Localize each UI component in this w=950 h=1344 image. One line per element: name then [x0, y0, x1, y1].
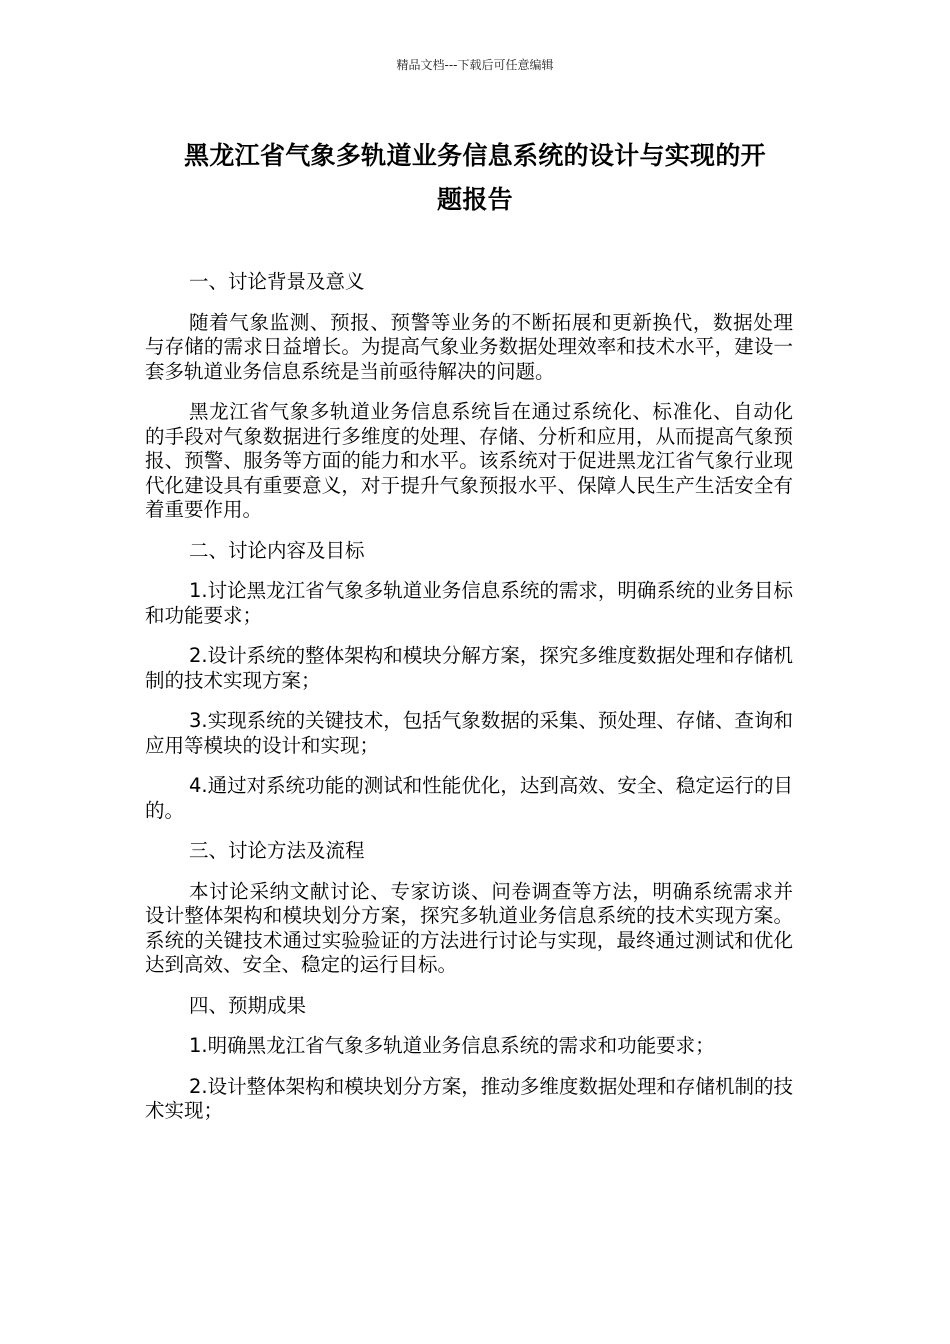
title-line-1: 黑龙江省气象多轨道业务信息系统的设计与实现的开	[184, 141, 766, 170]
section-heading-background: 一、讨论背景及意义	[189, 270, 365, 293]
section-heading-method: 三、讨论方法及流程	[189, 839, 365, 862]
paragraph-background-1: 随着气象监测、预报、预警等业务的不断拓展和更新换代，数据处理与存储的需求日益增长。为提高气象业务数据处理效率和技术水平，建设一套多轨道业务信息系统是当前亟待解决的问题。	[145, 310, 793, 383]
paragraph-background-2: 黑龙江省气象多轨道业务信息系统旨在通过系统化、标准化、自动化的手段对气象数据进行多维度的处理、存储、分析和应用，从而提高气象预报、预警、服务等方面的能力和水平。该系统对于促进黑龙江省气象行业现代化建设具有重要意义，对于提升气象预报水平、保障人民生产生活安全有着重要作用。	[145, 400, 793, 521]
list-item-goal-3: 3.实现系统的关键技术，包括气象数据的采集、预处理、存储、查询和应用等模块的设计和实现；	[145, 709, 793, 757]
section-heading-outcomes: 四、预期成果	[189, 993, 307, 1017]
list-item-outcome-1: 1.明确黑龙江省气象多轨道业务信息系统的需求和功能要求；	[189, 1034, 715, 1057]
title-line-2: 题报告	[437, 185, 513, 214]
paragraph-method: 本讨论采纳文献讨论、专家访谈、问卷调查等方法，明确系统需求并设计整体架构和模块划分方案，探究多轨道业务信息系统的技术实现方案。系统的关键技术通过实验验证的方法进行讨论与实现，最终通过测试和优化达到高效、安全、稳定的运行目标。	[145, 879, 793, 976]
section-heading-content-goals: 二、讨论内容及目标	[189, 538, 365, 562]
list-item-outcome-2: 2.设计整体架构和模块划分方案，推动多维度数据处理和存储机制的技术实现；	[145, 1074, 793, 1122]
document-title	[140, 134, 810, 222]
document-body	[145, 270, 793, 1140]
list-item-goal-4: 4.通过对系统功能的测试和性能优化，达到高效、安全、稳定运行的目的。	[145, 774, 793, 822]
header-note: 精品文档---下载后可任意编辑	[396, 58, 554, 72]
list-item-goal-2: 2.设计系统的整体架构和模块分解方案，探究多维度数据处理和存储机制的技术实现方案；	[145, 644, 793, 692]
list-item-goal-1: 1.讨论黑龙江省气象多轨道业务信息系统的需求，明确系统的业务目标和功能要求；	[145, 579, 793, 627]
